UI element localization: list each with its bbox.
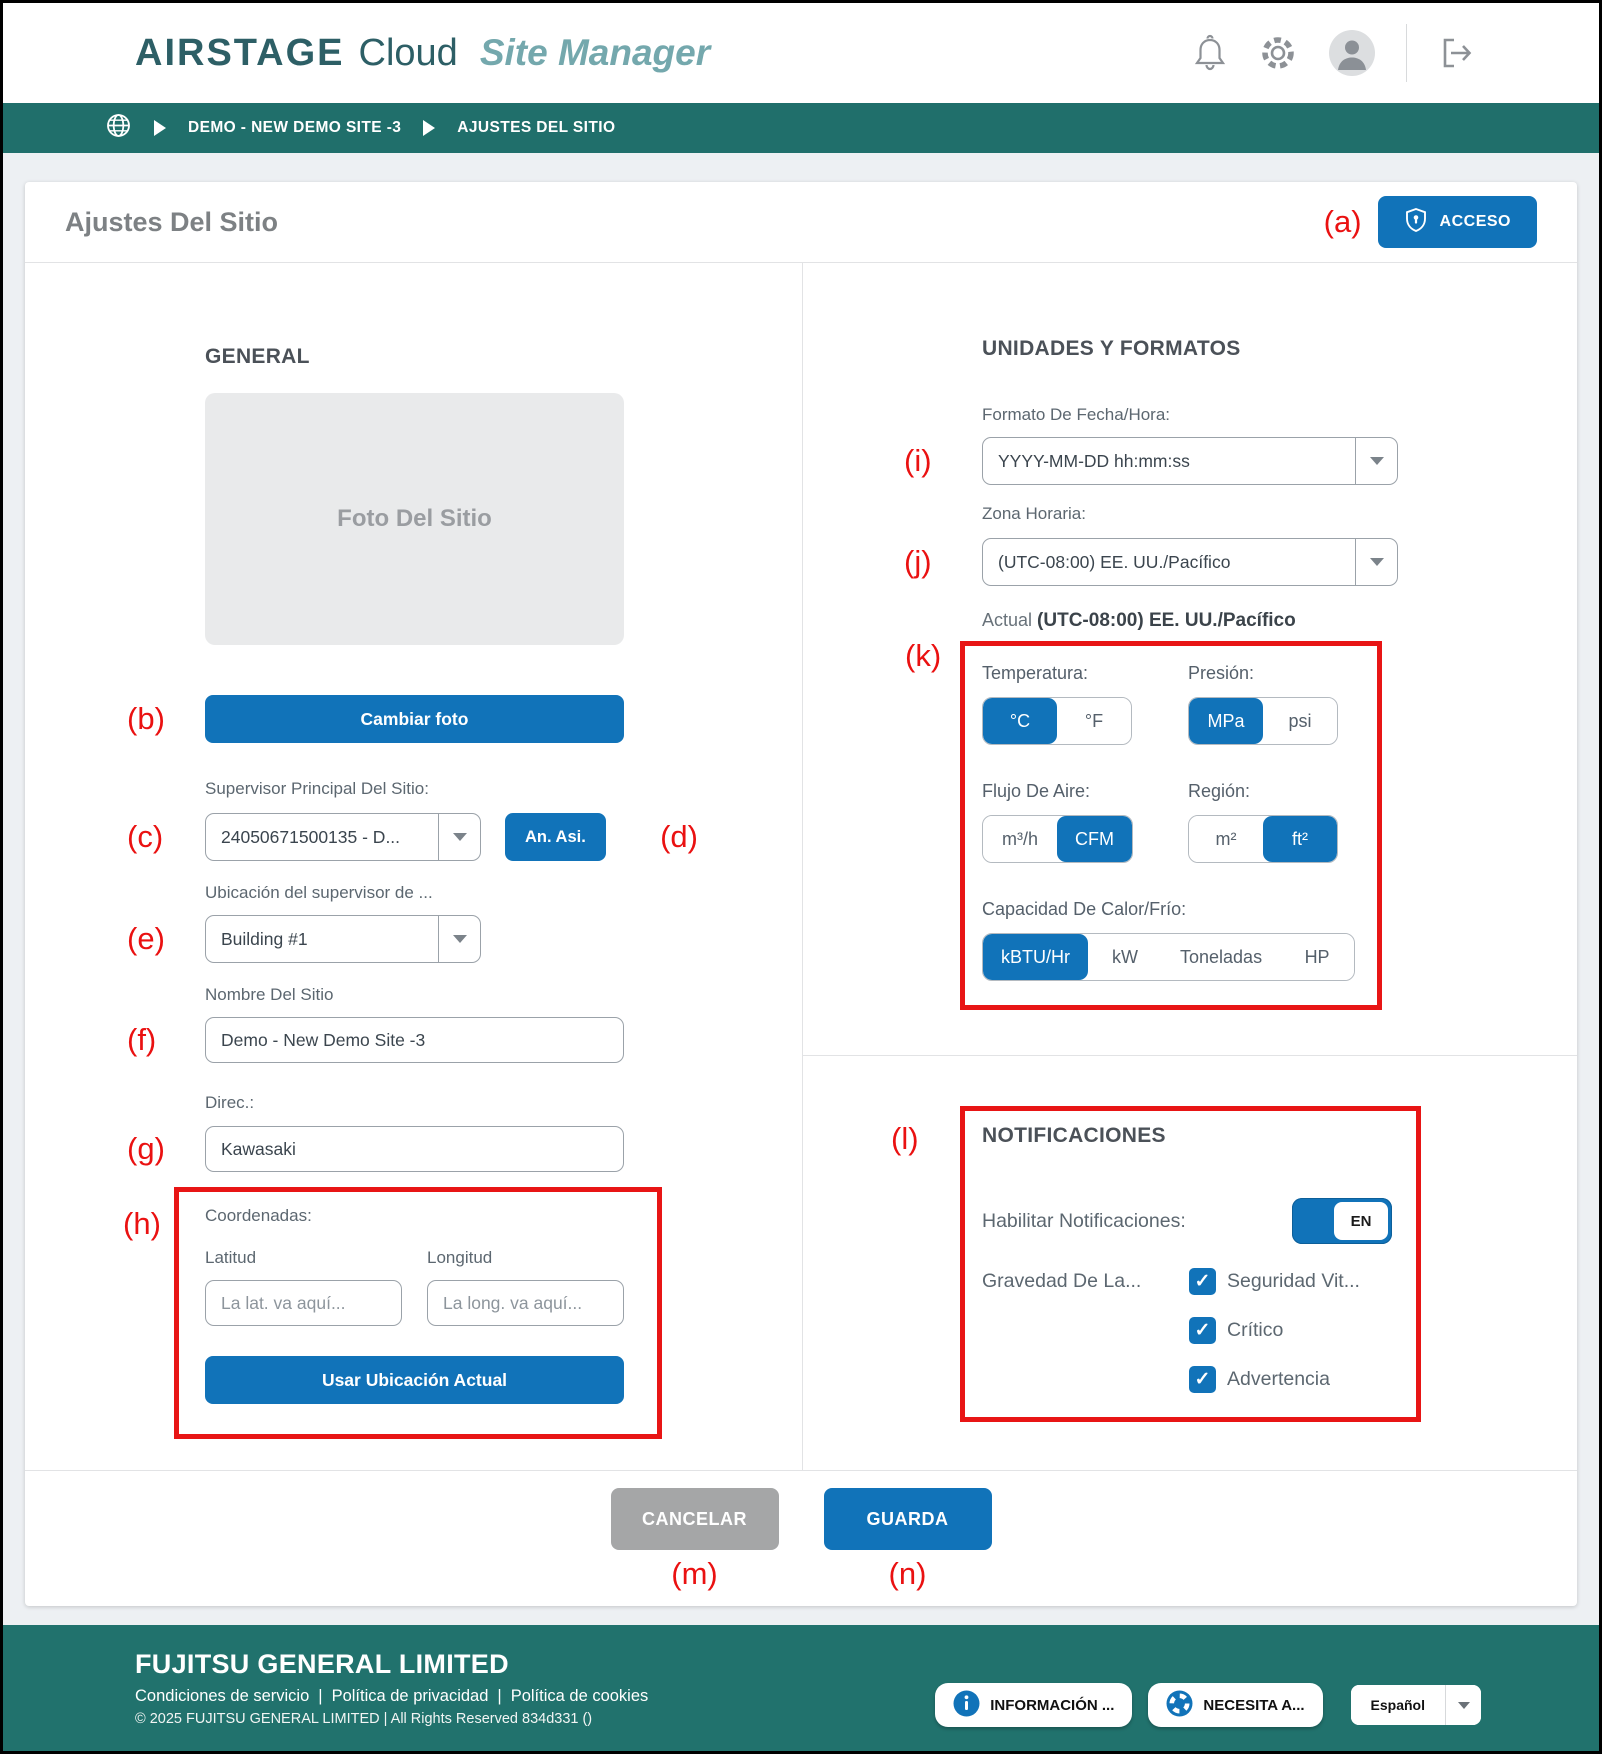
units-highlight-box: [905, 638, 1382, 1010]
capacity-toggle: [982, 933, 1355, 981]
longitude-label: Longitud: [427, 1248, 493, 1267]
footer-link-cookies[interactable]: Política de cookies: [510, 1687, 649, 1705]
check-icon: ✓: [1194, 1271, 1211, 1292]
footer-link-separator: |: [497, 1687, 502, 1705]
site-photo-placeholder: [205, 393, 624, 645]
language-button[interactable]: Español: [1351, 1685, 1445, 1725]
coordinates-label: Coordenadas:: [205, 1206, 312, 1225]
breadcrumb-arrow-icon: [154, 120, 166, 136]
address-input[interactable]: [205, 1126, 624, 1172]
annotation-i: (i): [904, 443, 932, 478]
units-heading: UNIDADES Y FORMATOS: [982, 337, 1241, 360]
info-button-label: INFORMACIÓN ...: [990, 1696, 1115, 1714]
breadcrumb-page: AJUSTES DEL SITIO: [457, 119, 616, 136]
site-name-input[interactable]: [205, 1017, 624, 1063]
temperature-label: Temperatura:: [982, 663, 1089, 683]
timezone-select[interactable]: [982, 538, 1398, 586]
use-current-location-button[interactable]: Usar Ubicación Actual: [205, 1356, 624, 1404]
info-icon: [953, 1690, 980, 1721]
supervisor-location-label: Ubicación del supervisor de ...: [205, 883, 433, 902]
supervisor-select[interactable]: [205, 813, 481, 861]
footer-link-privacy[interactable]: Política de privacidad: [331, 1687, 489, 1705]
region-option-ft2[interactable]: ft²: [1263, 816, 1337, 862]
annotation-f: (f): [127, 1022, 157, 1057]
datetime-format-value: YYYY-MM-DD hh:mm:ss: [998, 450, 1190, 471]
pressure-toggle: [1188, 697, 1338, 745]
footer-link-separator: |: [318, 1687, 323, 1705]
breadcrumb-arrow-icon: [423, 120, 435, 136]
globe-icon[interactable]: [105, 112, 132, 144]
site-settings-card: [25, 182, 1577, 1606]
airflow-label: Flujo De Aire:: [982, 781, 1091, 801]
annotation-l: (l): [891, 1121, 919, 1156]
access-button[interactable]: [1378, 196, 1537, 248]
footer-company: FUJITSU GENERAL LIMITED: [135, 1649, 509, 1679]
capacity-option-toneladas[interactable]: Toneladas: [1162, 934, 1280, 980]
airflow-option-cfm[interactable]: CFM: [1057, 816, 1132, 862]
timezone-value: (UTC-08:00) EE. UU./Pacífico: [998, 551, 1231, 572]
settings-gear-icon[interactable]: [1258, 33, 1298, 73]
timezone-label: Zona Horaria:: [982, 504, 1086, 523]
severity-label: Gravedad De La...: [982, 1270, 1142, 1292]
supervisor-label: Supervisor Principal Del Sitio:: [205, 779, 429, 798]
form-actions: [25, 1470, 1577, 1598]
longitude-input[interactable]: [427, 1280, 624, 1326]
annotation-d: (d): [660, 819, 698, 854]
temperature-option-celsius[interactable]: °C: [983, 698, 1057, 744]
capacity-option-hp[interactable]: HP: [1280, 934, 1354, 980]
region-toggle: [1188, 815, 1338, 863]
annotation-e: (e): [127, 921, 165, 956]
capacity-label: Capacidad De Calor/Frío:: [982, 899, 1187, 919]
general-column: [25, 263, 803, 1470]
temperature-toggle: [982, 697, 1132, 745]
severity-option-warning: Advertencia: [1227, 1368, 1330, 1390]
temperature-option-fahrenheit[interactable]: °F: [1057, 698, 1131, 744]
region-label: Región:: [1188, 781, 1251, 801]
coordinates-highlight-box: [123, 1187, 662, 1439]
pressure-option-psi[interactable]: psi: [1263, 698, 1337, 744]
datetime-format-select[interactable]: [982, 437, 1398, 485]
cancel-button[interactable]: CANCELAR: [611, 1488, 779, 1550]
severity-checkbox-warning[interactable]: [1189, 1366, 1216, 1393]
pressure-option-mpa[interactable]: MPa: [1189, 698, 1263, 744]
logo-cloud: Cloud: [358, 31, 458, 74]
footer-link-terms[interactable]: Condiciones de servicio: [135, 1687, 310, 1705]
severity-option-life-safety: Seguridad Vit...: [1227, 1270, 1360, 1292]
check-icon: ✓: [1194, 1320, 1211, 1341]
breadcrumb: [3, 103, 1599, 153]
annotation-a: (a): [1323, 204, 1362, 239]
card-body: [25, 263, 1577, 1470]
site-name-label: Nombre Del Sitio: [205, 985, 334, 1004]
annotation-m: (m): [671, 1556, 718, 1591]
assign-admin-button[interactable]: An. Asi.: [505, 813, 606, 861]
supervisor-location-value: Building #1: [221, 928, 308, 949]
latitude-input[interactable]: [205, 1280, 402, 1326]
capacity-option-kw[interactable]: kW: [1088, 934, 1162, 980]
airflow-toggle: [982, 815, 1133, 863]
page-background: [3, 153, 1599, 1625]
annotation-h: (h): [123, 1206, 161, 1241]
access-button-label: ACCESO: [1439, 213, 1511, 230]
annotation-c: (c): [127, 819, 164, 854]
chevron-down-icon: [1355, 438, 1397, 484]
chevron-down-icon: [438, 916, 480, 962]
severity-checkbox-critical[interactable]: [1189, 1317, 1216, 1344]
region-option-m2[interactable]: m²: [1189, 816, 1263, 862]
toggle-state-label: EN: [1334, 1202, 1388, 1240]
change-photo-button[interactable]: Cambiar foto: [205, 695, 624, 743]
supervisor-location-select[interactable]: [205, 915, 481, 963]
info-button[interactable]: [935, 1683, 1132, 1727]
notifications-highlight-box: [891, 1106, 1421, 1422]
header-divider: [1406, 24, 1407, 82]
logout-icon[interactable]: [1437, 35, 1475, 71]
app-logo: [135, 32, 710, 75]
current-timezone-line: [982, 610, 1398, 632]
annotation-g: (g): [127, 1131, 165, 1166]
shield-lock-icon: [1404, 207, 1428, 238]
user-avatar[interactable]: [1328, 29, 1376, 77]
lifebuoy-icon: [1166, 1690, 1193, 1721]
help-button[interactable]: [1148, 1683, 1322, 1727]
severity-option-critical: Crítico: [1227, 1319, 1284, 1341]
datetime-format-label: Formato De Fecha/Hora:: [982, 405, 1171, 424]
logo-airstage: AIRSTAGE: [135, 31, 345, 74]
footer-copyright: © 2025 FUJITSU GENERAL LIMITED | All Rights Reserved 834d331 (): [135, 1711, 593, 1727]
capacity-option-kbtu[interactable]: kBTU/Hr: [983, 934, 1088, 980]
units-column: [803, 263, 1577, 1470]
card-header: [25, 182, 1577, 263]
pressure-label: Presión:: [1188, 663, 1255, 683]
chevron-down-icon: [1355, 539, 1397, 585]
language-dropdown-arrow[interactable]: [1445, 1685, 1481, 1725]
severity-checkbox-life-safety[interactable]: [1189, 1268, 1216, 1295]
chevron-down-icon: [1458, 1702, 1470, 1709]
breadcrumb-site[interactable]: DEMO - NEW DEMO SITE -3: [188, 119, 402, 136]
address-label: Direc.:: [205, 1093, 255, 1112]
footer-actions: [935, 1683, 1481, 1727]
check-icon: ✓: [1194, 1369, 1211, 1390]
supervisor-select-value: 24050671500135 - D...: [221, 826, 401, 847]
site-photo-label: Foto Del Sitio: [337, 505, 492, 532]
latitude-label: Latitud: [205, 1248, 257, 1267]
notifications-heading: NOTIFICACIONES: [982, 1124, 1166, 1147]
general-heading: GENERAL: [205, 345, 310, 368]
current-timezone-value: (UTC-08:00) EE. UU./Pacífico: [1037, 610, 1296, 631]
annotation-b: (b): [127, 701, 165, 736]
annotation-n: (n): [888, 1556, 927, 1591]
footer-company-block: [135, 1649, 648, 1727]
top-bar: [3, 3, 1599, 103]
logo-site-manager: Site Manager: [479, 31, 711, 73]
enable-notifications-label: Habilitar Notificaciones:: [982, 1209, 1186, 1232]
annotation-k: (k): [905, 638, 942, 673]
notifications-bell-icon[interactable]: [1192, 34, 1228, 72]
current-timezone-prefix: Actual: [982, 610, 1033, 630]
save-button[interactable]: GUARDA: [824, 1488, 992, 1550]
language-selector: [1351, 1685, 1481, 1725]
page-title: Ajustes Del Sitio: [65, 206, 279, 237]
annotation-j: (j): [904, 544, 932, 579]
help-button-label: NECESITA A...: [1203, 1696, 1305, 1714]
section-divider: [803, 1055, 1577, 1056]
header-actions: [1192, 24, 1475, 82]
airflow-option-m3h[interactable]: m³/h: [983, 816, 1057, 862]
enable-notifications-toggle[interactable]: [1292, 1198, 1392, 1244]
footer: [3, 1625, 1599, 1751]
chevron-down-icon: [438, 814, 480, 860]
